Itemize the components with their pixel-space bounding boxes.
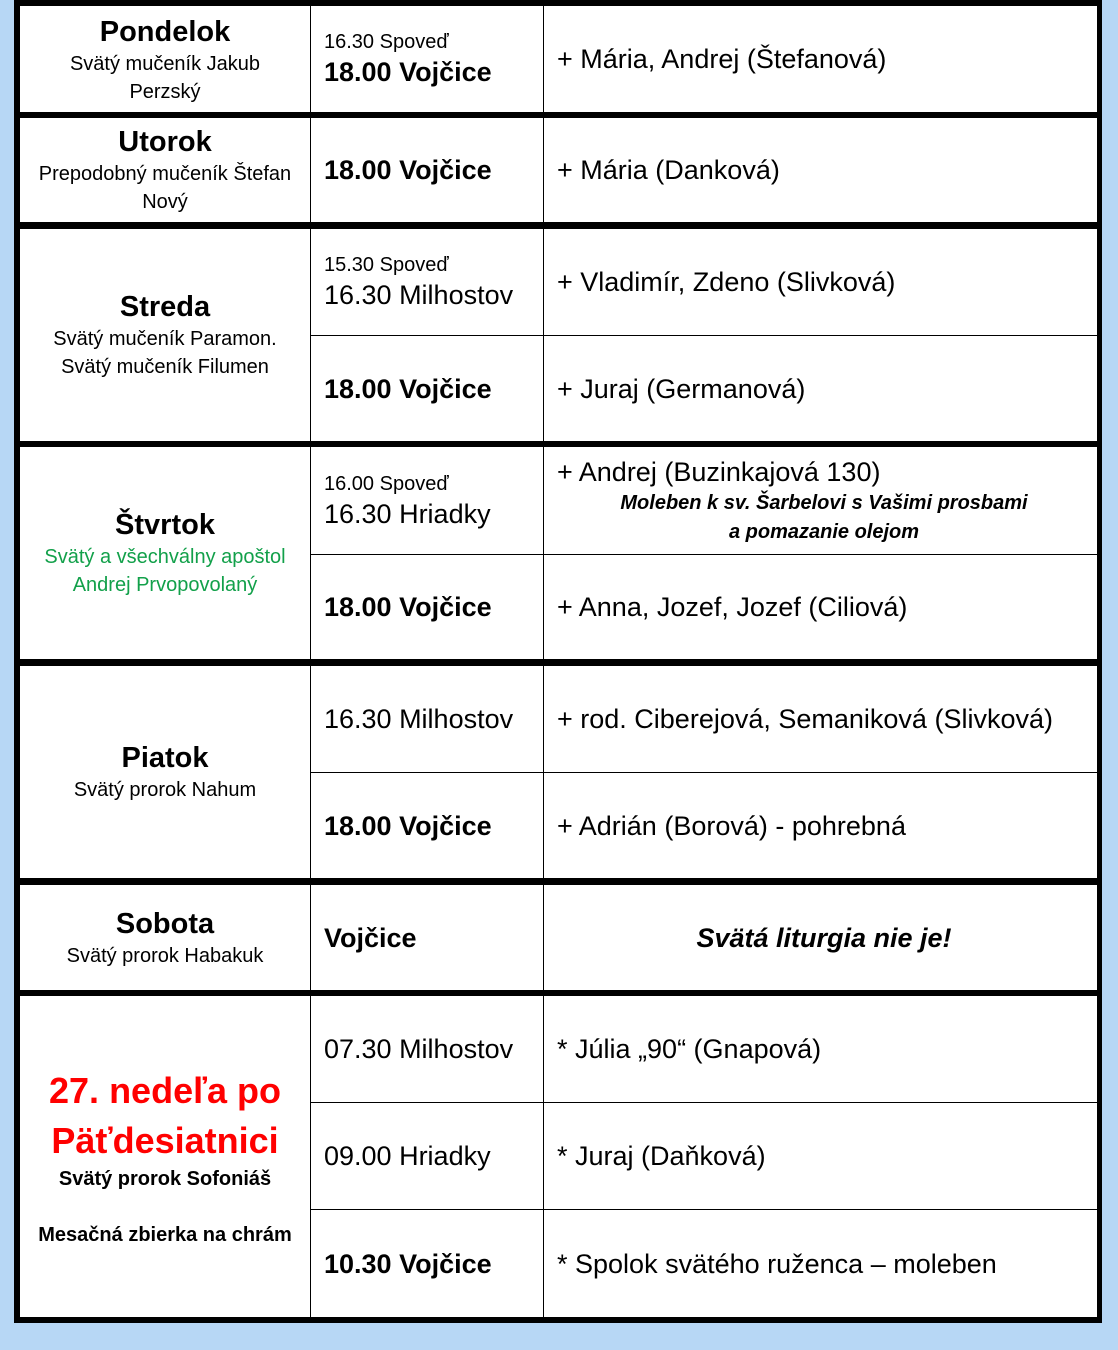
time-cell bbox=[324, 229, 550, 335]
sunday-title: Päťdesiatnici bbox=[51, 1119, 279, 1161]
time-cell bbox=[324, 666, 550, 772]
day-name: Utorok bbox=[118, 126, 212, 158]
intention-cell bbox=[557, 773, 1091, 878]
schedule-table bbox=[14, 0, 1102, 1323]
saint-name: Svätý mučeník Paramon. Svätý mučeník Filumen bbox=[53, 328, 277, 378]
saint-name: Svätý prorok Sofoniáš bbox=[58, 1167, 272, 1190]
time-cell bbox=[324, 6, 550, 112]
time-cell bbox=[324, 336, 550, 441]
day-name: Piatok bbox=[121, 742, 209, 774]
column-divider bbox=[310, 885, 311, 990]
day-row-sunday bbox=[20, 996, 1097, 1317]
moleben-note: a pomazanie olejom bbox=[728, 521, 920, 543]
intention-text: * Juraj (Daňková) bbox=[557, 1141, 766, 1171]
day-cell bbox=[20, 996, 310, 1317]
saint-name: Svätý prorok Nahum bbox=[73, 779, 257, 801]
day-row-thursday bbox=[20, 447, 1097, 659]
confession-time: 16.30 Spoveď bbox=[324, 31, 449, 53]
time-cell bbox=[324, 1103, 550, 1209]
day-row-friday bbox=[20, 666, 1097, 878]
saint-name: Svätý prorok Habakuk bbox=[66, 944, 264, 967]
time-cell bbox=[324, 555, 550, 659]
service-time: 16.30 Milhostov bbox=[324, 280, 514, 310]
time-cell bbox=[324, 885, 550, 990]
time-cell bbox=[324, 773, 550, 878]
intention-cell bbox=[557, 6, 1091, 112]
day-row-saturday bbox=[20, 885, 1097, 990]
saint-name: Prepodobný mučeník Štefan Nový bbox=[38, 163, 292, 213]
day-row-wednesday bbox=[20, 229, 1097, 441]
day-cell bbox=[20, 666, 310, 878]
day-cell bbox=[20, 885, 310, 990]
saint-name: Svätý mučeník Jakub Perzský bbox=[69, 53, 261, 103]
day-cell bbox=[20, 229, 310, 441]
day-name: Štvrtok bbox=[115, 509, 215, 541]
intention-cell bbox=[557, 996, 1091, 1102]
intention-text: * Spolok svätého ruženca – moleben bbox=[557, 1248, 997, 1279]
time-cell bbox=[324, 118, 550, 222]
time-cell bbox=[324, 1210, 550, 1317]
column-divider bbox=[310, 118, 311, 222]
time-cell bbox=[324, 996, 550, 1102]
column-divider bbox=[310, 6, 311, 112]
intention-cell bbox=[557, 447, 1091, 554]
intention-cell bbox=[557, 118, 1091, 222]
service-time: 18.00 Vojčice bbox=[324, 57, 492, 87]
intention-cell bbox=[557, 555, 1091, 659]
sunday-title: 27. nedeľa po bbox=[49, 1069, 281, 1111]
service-time: 16.30 Milhostov bbox=[324, 704, 514, 734]
intention-cell bbox=[557, 1210, 1091, 1317]
intention-text: + Anna, Jozef, Jozef (Ciliová) bbox=[557, 592, 908, 622]
intention-text: + Mária, Andrej (Štefanová) bbox=[557, 44, 887, 74]
day-row-monday bbox=[20, 6, 1097, 112]
intention-cell bbox=[557, 1103, 1091, 1209]
day-name: Pondelok bbox=[99, 16, 231, 48]
column-divider bbox=[310, 996, 311, 1317]
service-time: 18.00 Vojčice bbox=[324, 592, 492, 622]
saint-name: Svätý a všechválny apoštol Andrej Prvopovolaný bbox=[44, 546, 286, 596]
day-name: Streda bbox=[119, 291, 211, 323]
day-cell bbox=[20, 6, 310, 112]
intention-text: + Adrián (Borová) - pohrebná bbox=[557, 810, 906, 841]
service-time: 10.30 Vojčice bbox=[324, 1248, 492, 1279]
intention-text: + Vladimír, Zdeno (Slivková) bbox=[557, 267, 896, 297]
no-liturgy-notice: Svätá liturgia nie je! bbox=[696, 922, 952, 953]
column-divider bbox=[310, 447, 311, 659]
intention-cell bbox=[557, 666, 1091, 772]
service-time: 18.00 Vojčice bbox=[324, 810, 492, 841]
service-place: Vojčice bbox=[324, 922, 417, 953]
intention-text: + rod. Ciberejová, Semaniková (Slivková) bbox=[557, 704, 1053, 734]
intention-text: + Mária (Danková) bbox=[557, 155, 780, 185]
collection-note: Mesačná zbierka na chrám bbox=[38, 1223, 292, 1246]
service-time: 16.30 Hriadky bbox=[324, 498, 491, 529]
service-time: 09.00 Hriadky bbox=[324, 1141, 491, 1171]
day-cell bbox=[20, 447, 310, 659]
day-name: Sobota bbox=[115, 907, 215, 940]
intention-text: + Andrej (Buzinkajová 130) bbox=[557, 457, 881, 487]
intention-cell bbox=[557, 336, 1091, 441]
service-time: 18.00 Vojčice bbox=[324, 373, 492, 404]
moleben-note: Moleben k sv. Šarbelovi s Vašimi prosbami bbox=[620, 492, 1028, 514]
intention-cell bbox=[557, 885, 1091, 990]
day-cell bbox=[20, 118, 310, 222]
service-time: 18.00 Vojčice bbox=[324, 155, 492, 185]
confession-time: 16.00 Spoveď bbox=[324, 472, 449, 495]
service-time: 07.30 Milhostov bbox=[324, 1034, 514, 1064]
intention-cell bbox=[557, 229, 1091, 335]
time-cell bbox=[324, 447, 550, 554]
intention-text: + Juraj (Germanová) bbox=[557, 373, 806, 404]
intention-text: * Júlia „90“ (Gnapová) bbox=[557, 1034, 822, 1064]
confession-time: 15.30 Spoveď bbox=[324, 254, 449, 276]
day-row-tuesday bbox=[20, 118, 1097, 222]
